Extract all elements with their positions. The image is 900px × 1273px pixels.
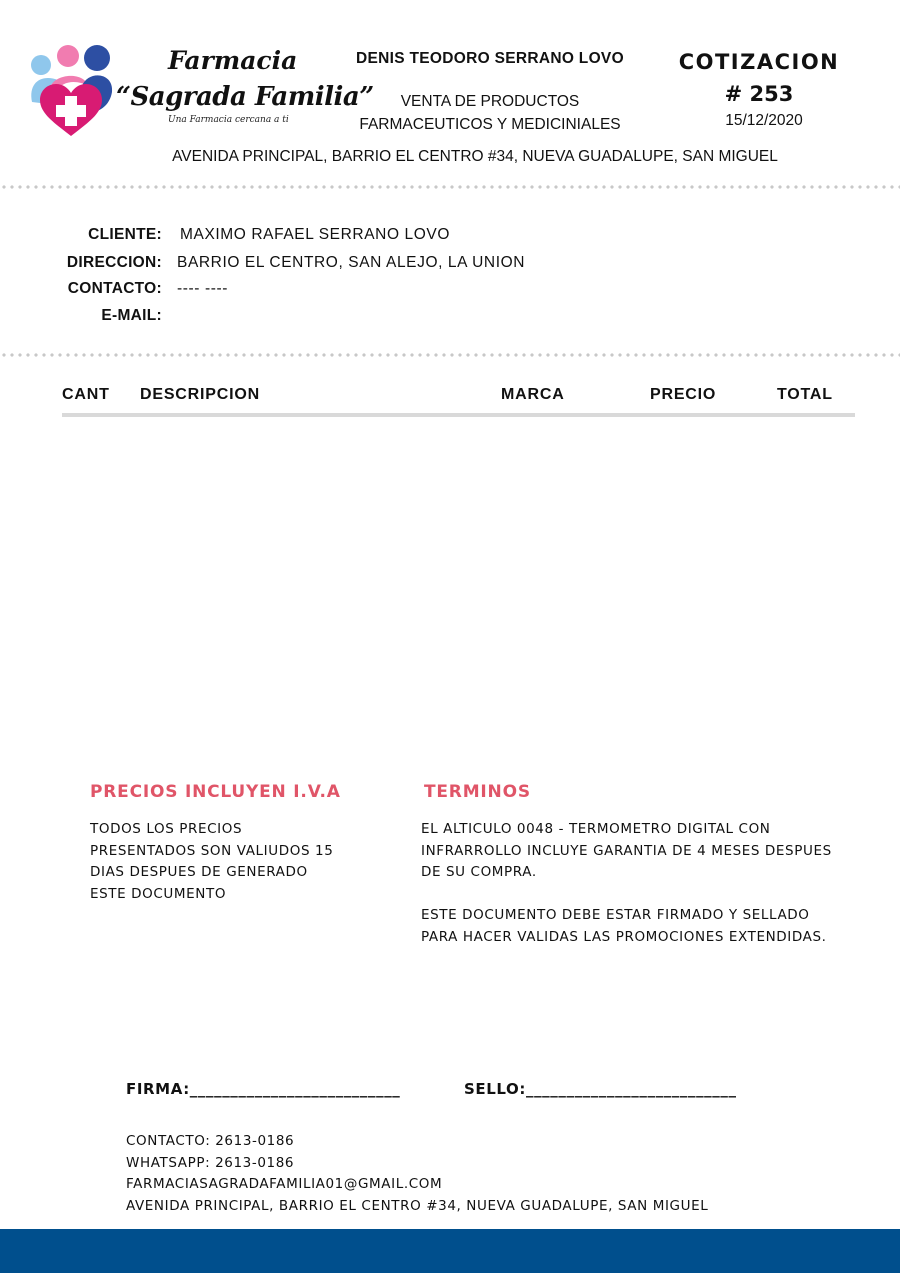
column-header-total: TOTAL [777, 386, 833, 403]
footer-email: FARMACIASAGRADAFAMILIA01@GMAIL.COM [126, 1176, 443, 1192]
business-description-line2: FARMACEUTICOS Y MEDICINIALES [359, 116, 621, 133]
dotted-divider [0, 353, 900, 357]
column-header-marca: MARCA [501, 386, 565, 403]
column-header-precio: PRECIO [650, 386, 717, 403]
brand-tagline: Una Farmacia cercana a ti [168, 115, 289, 125]
signature-line: FIRMA:__________________________ [126, 1080, 401, 1098]
footer-address: AVENIDA PRINCIPAL, BARRIO EL CENTRO #34, NUEVA GUADALUPE, SAN MIGUEL [126, 1198, 709, 1214]
address-label: DIRECCION: [66, 254, 162, 271]
document-title: COTIZACION [678, 50, 840, 74]
footer-contact: CONTACTO: 2613-0186 [126, 1133, 295, 1149]
family-heart-cross-icon [28, 40, 114, 138]
column-header-descripcion: DESCRIPCION [140, 386, 260, 403]
quote-number: # 253 [724, 82, 794, 106]
contact-value: ---- ---- [177, 280, 228, 297]
owner-name: DENIS TEODORO SERRANO LOVO [356, 50, 624, 67]
iva-text: TODOS LOS PRECIOS PRESENTADOS SON VALIUDOS 15 DIAS DESPUES DE GENERADO ESTE DOCUMENTO [90, 821, 334, 902]
brand-name-line1: Farmacia [168, 46, 298, 75]
address-value: BARRIO EL CENTRO, SAN ALEJO, LA UNION [177, 254, 526, 271]
client-value: MAXIMO RAFAEL SERRANO LOVO [180, 226, 450, 243]
terms-text: EL ALTICULO 0048 - TERMOMETRO DIGITAL CON INFRARROLLO INCLUYE GARANTIA DE 4 MESES DESPUES DE SU COMPRA. ESTE DOCUMENTO DEBE ESTAR FIRMADO Y SELLADO PARA HACER VALIDAS LAS PROMOCIONES EXTENDIDAS. [421, 821, 832, 945]
brand-name-line2: “Sagrada Familia” [116, 82, 374, 112]
table-header-rule [62, 413, 855, 417]
business-description-line1: VENTA DE PRODUCTOS [400, 93, 580, 110]
terms-title: TERMINOS [424, 782, 531, 802]
header-address: AVENIDA PRINCIPAL, BARRIO EL CENTRO #34, NUEVA GUADALUPE, SAN MIGUEL [172, 148, 778, 165]
business-description [340, 90, 640, 136]
column-header-cant: CANT [62, 386, 110, 403]
iva-title: PRECIOS INCLUYEN I.V.A [90, 782, 341, 802]
quote-date: 15/12/2020 [725, 112, 803, 129]
dotted-divider [0, 185, 900, 189]
footer-bar [0, 1229, 900, 1273]
stamp-line: SELLO:__________________________ [464, 1080, 737, 1098]
footer-whatsapp: WHATSAPP: 2613-0186 [126, 1155, 295, 1171]
client-label: CLIENTE: [88, 226, 162, 243]
email-label: E-MAIL: [101, 307, 162, 324]
contact-label: CONTACTO: [67, 280, 162, 297]
